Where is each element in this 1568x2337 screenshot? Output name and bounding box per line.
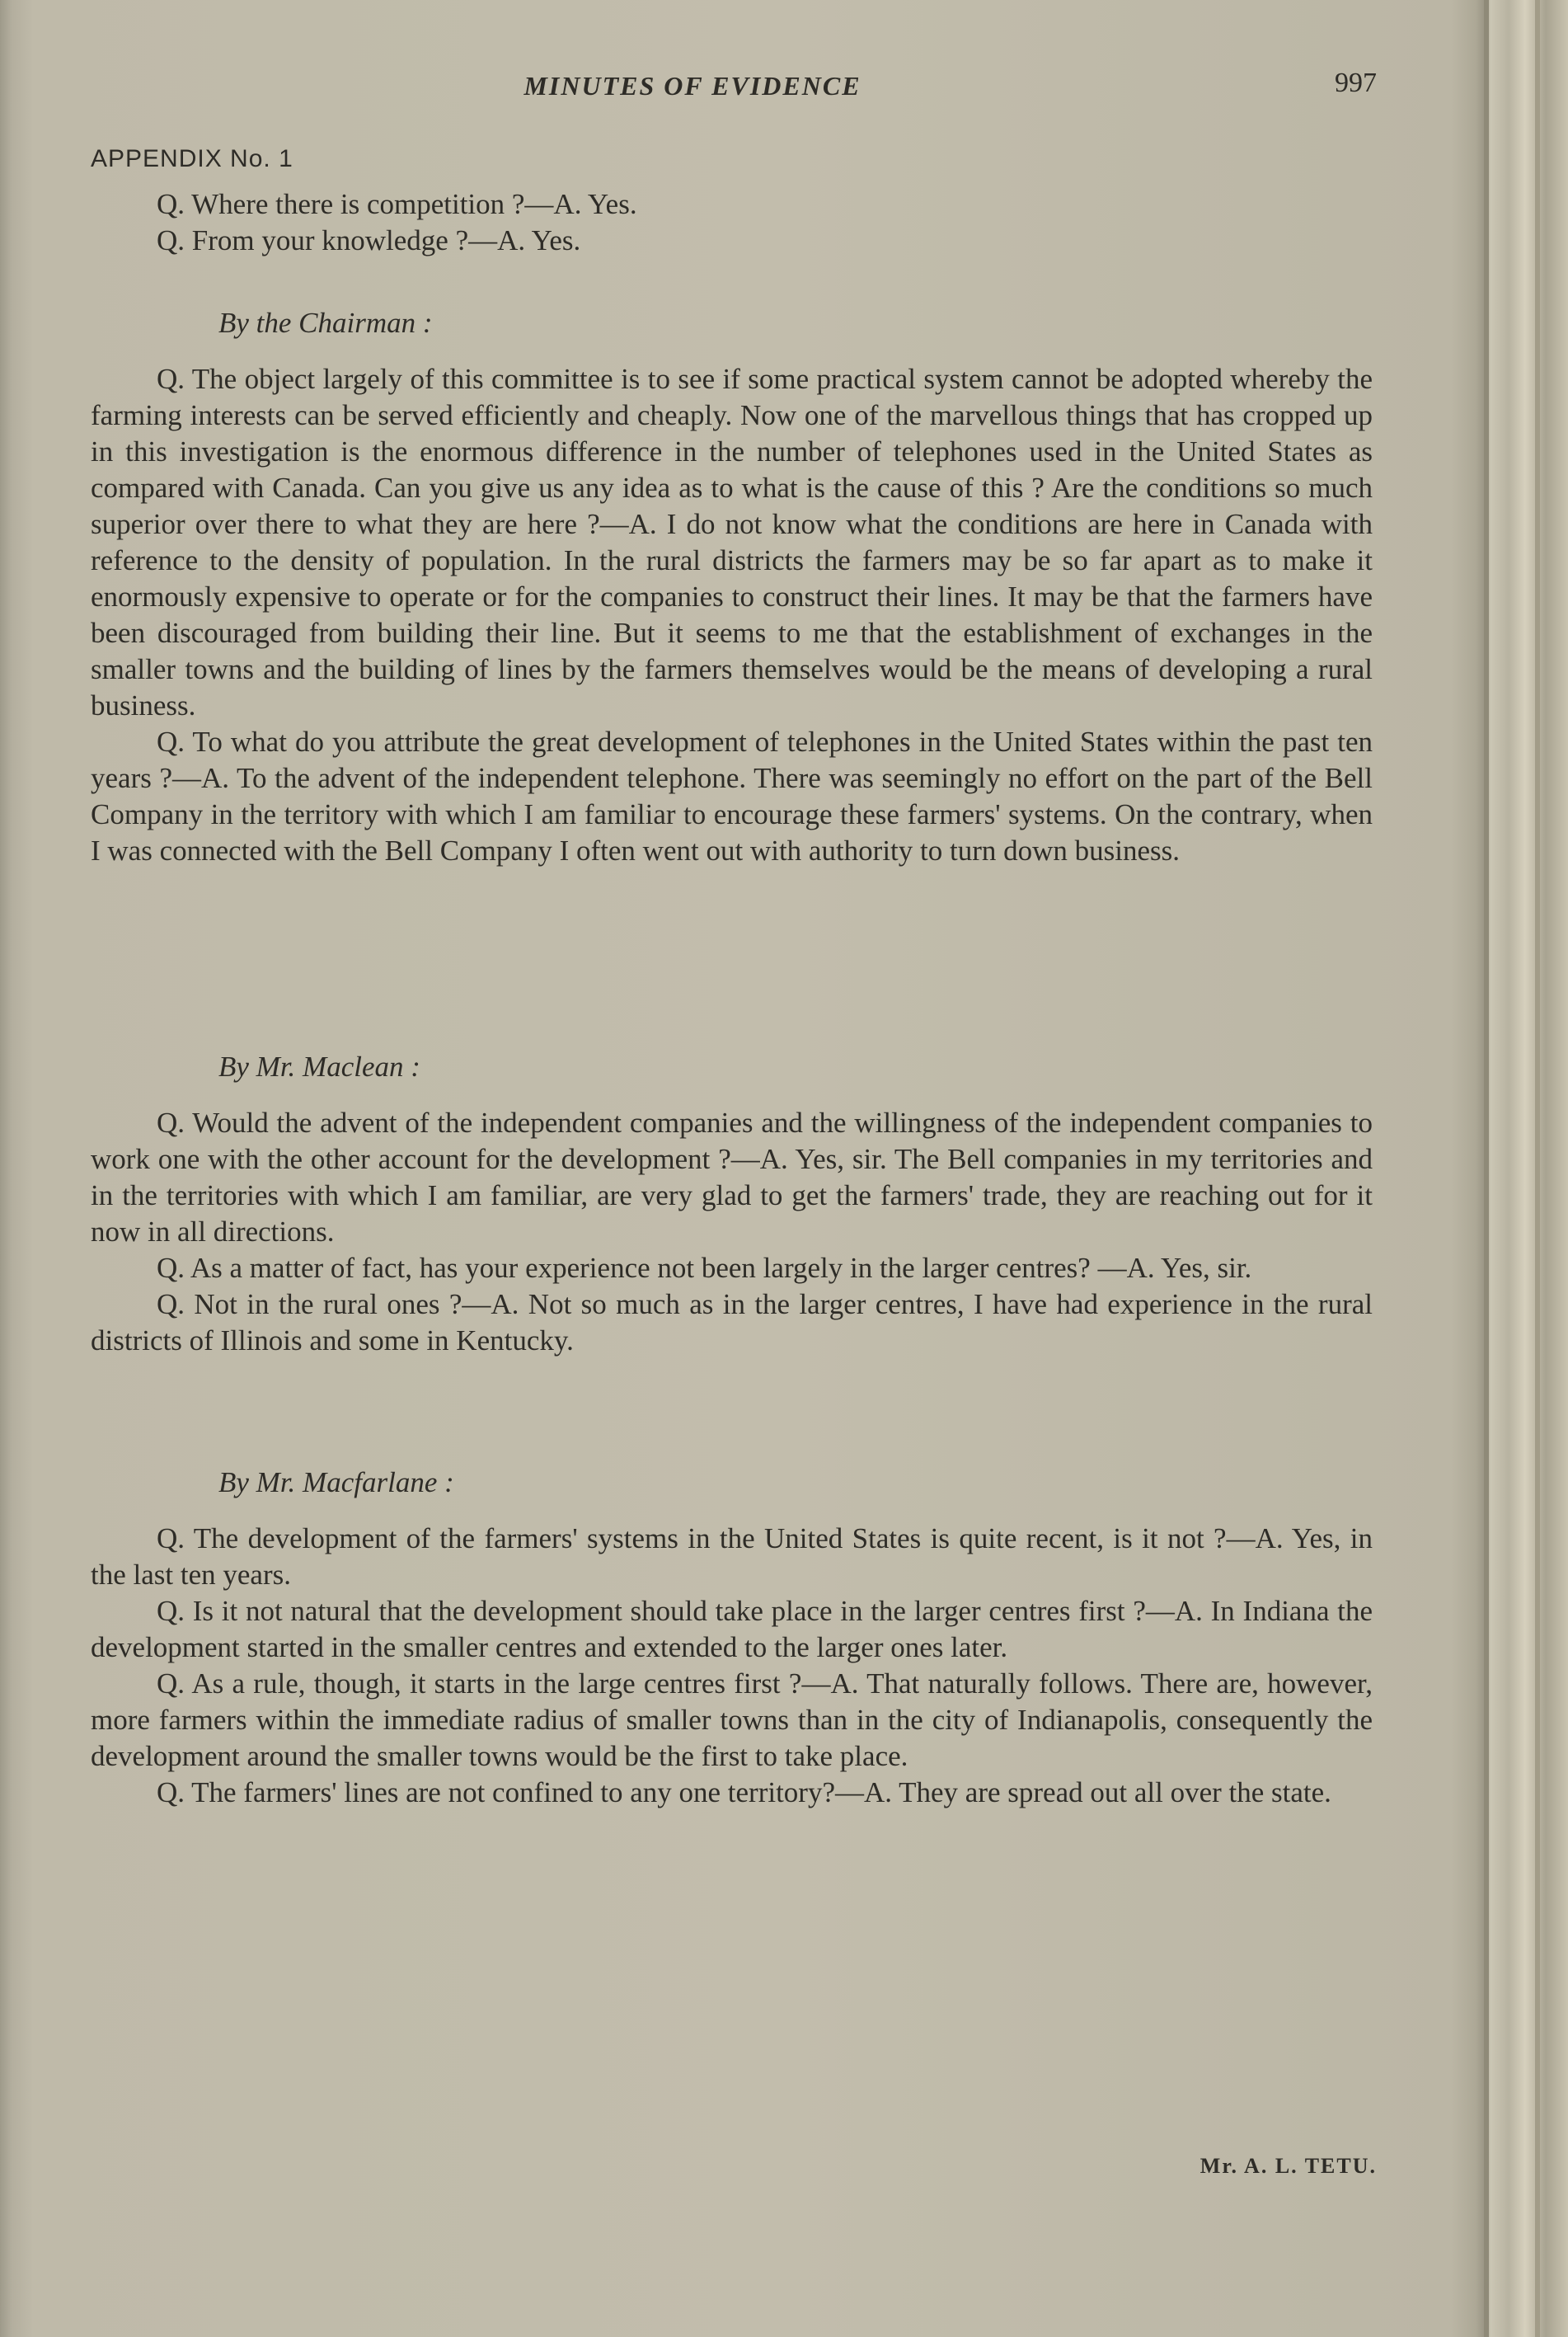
page-number: 997 — [1335, 68, 1377, 98]
section-maclean — [91, 1049, 1373, 1359]
section-chairman — [91, 305, 1373, 869]
testimony-paragraph: Q. As a matter of fact, has your experience not been largely in the larger centres? —A. Yes, sir. — [157, 1252, 1252, 1284]
running-header-title: MINUTES OF EVIDENCE — [523, 71, 861, 101]
witness-signature: Mr. A. L. TETU. — [1199, 2154, 1377, 2178]
speaker-heading: By Mr. Maclean : — [218, 1051, 420, 1083]
speaker-heading: By the Chairman : — [218, 307, 433, 339]
testimony-paragraph: Q. The development of the farmers' systems in the United States is quite recent, is it not ?—A. Yes, in the last ten years. — [91, 1522, 1373, 1591]
testimony-paragraph: Q. Is it not natural that the development should take place in the larger centres first ?—A. In Indiana the development started in the smaller centres and extended to the larger ones later. — [91, 1595, 1373, 1663]
intro-questions — [91, 186, 1373, 259]
testimony-paragraph: Q. Would the advent of the independent companies and the willingness of the independent companies to work one with the other account for the development ?—A. Yes, sir. The Bell companies in my territories and in the territories with which I am familiar, are very glad to get the farmers' trade, they are reaching out for it now in all directions. — [91, 1107, 1373, 1248]
testimony-paragraph: Q. The object largely of this committee is to see if some practical system cannot be adopted whereby the farming interests can be served efficiently and cheaply. Now one of the marvellous things that has cropped up in this investigation is the enormous difference in the number of telephones used in the United States as compared with Canada. Can you give us any idea as to what is the cause of this ? Are the conditions so much superior over there to what they are here ?—A. I do not know what the conditions are here in Canada with reference to the density of population. In the rural districts the farmers may be so far apart as to make it enormously expensive to operate or for the companies to construct their lines. It may be that the farmers have been discouraged from building their line. But it seems to me that the establishment of exchanges in the smaller towns and the building of lines by the farmers themselves would be the means of developing a rural business. — [91, 363, 1373, 722]
intro-question-2: Q. From your knowledge ?—A. Yes. — [157, 224, 581, 256]
testimony-paragraph: Q. The farmers' lines are not confined to any one territory?—A. They are spread out all over the state. — [157, 1776, 1331, 1808]
intro-question-1: Q. Where there is competition ?—A. Yes. — [157, 188, 637, 220]
testimony-paragraph: Q. To what do you attribute the great development of telephones in the United States within the past ten years ?—A. To the advent of the independent telephone. There was seemingly no effort on the part of the Bell Company in the territory with which I am familiar to encourage these farmers' systems. On the contrary, when I was connected with the Bell Company I often went out with authority to turn down business. — [91, 726, 1373, 867]
testimony-paragraph: Q. As a rule, though, it starts in the large centres first ?—A. That naturally follows. There are, however, more farmers within the immediate radius of smaller towns than in the city of Indianapolis, consequently the development around the smaller towns would be the first to take place. — [91, 1667, 1373, 1772]
page-edge-shadow — [1484, 0, 1489, 2337]
section-macfarlane — [91, 1465, 1373, 1811]
page-edge-shadow-outer — [1535, 0, 1540, 2337]
testimony-paragraph: Q. Not in the rural ones ?—A. Not so much as in the larger centres, I have had experience in the rural districts of Illinois and some in Kentucky. — [91, 1288, 1373, 1357]
speaker-heading: By Mr. Macfarlane : — [218, 1466, 454, 1498]
appendix-label: APPENDIX No. 1 — [91, 145, 293, 172]
